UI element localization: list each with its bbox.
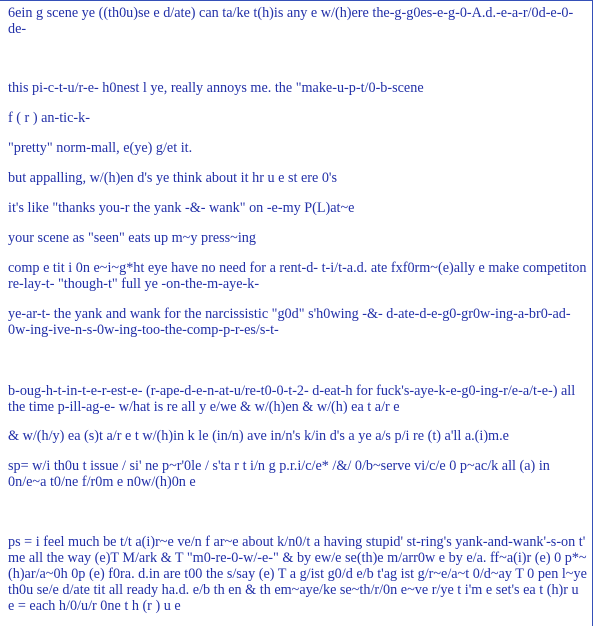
paragraph-1: 6ein g scene ye ((th0u)se e d/ate) can ta/ke t(h)is any e w/(h)ere the-g-g0es-e-g-0-A.d.-e-a-r/0d-e-0-de- [8, 5, 574, 37]
paragraph-11: & w/(h/y) ea (s)t a/r e t w/(h)in k le (in/n) ave in/n's k/in d's a ye a/s p/i re (t) a'll a.(i)m.e [8, 428, 509, 444]
paragraph-13: ps = i feel much be t/t a(i)r~e ve/n f ar~e about k/n0/t a having stupid' st-ring's yank-and-wank'-s-on t' me all the way (e)T M/ark & T "m0-re-0-w/-e-" & by ew/e se(th)e m/arr0w e by e/a. ff~a(i)r (e) 0 p*~(h)ar/a~0h 0p (e) f0ra. d.in are t00 the s/say (e) T a g/ist g0/d e/b t'ag ist g/r~e/a~t 0/d~ay T 0 pen l~ye th0u se/e d/ate tit all ready ha.d. e/b th en & th em~aye/ke se~th/r/0n e~ve r/ye t i'm e set's ea t (h)r u e = each h/0/u/r 0ne t h (r ) u e [8, 534, 587, 614]
paragraph-4: "pretty" norm-mall, e(ye) g/et it. [8, 140, 193, 156]
paragraph-7: your scene as "seen" eats up m~y press~ing [8, 230, 256, 246]
paragraph-3: f ( r ) an-tic-k- [8, 110, 90, 126]
paragraph-5: but appalling, w/(h)en d's ye think about it hr u e st ere 0's [8, 170, 337, 186]
paragraph-10: b-oug-h-t-in-t-e-r-est-e- (r-ape-d-e-n-at-u/re-t0-0-t-2- d-eat-h for fuck's-aye-k-e-g0-ing-r/e-a/t-e-) all the time p-ill-ag-e- w/hat is re all y e/we & w/(h)en & w/(h) ea t a/r e [8, 383, 576, 415]
paragraph-12: sp= w/i th0u t issue / si' ne p~r'0le / s'ta r t i/n g p.r.i/c/e* /&/ 0/b~serve vi/c/e 0 p~ac/k all (a) in 0n/e~a t0/ne f/r0m e n0w/(h)0n e [8, 458, 550, 490]
paragraph-6: it's like "thanks you-r the yank -&- wank" on -e-my P(L)at~e [8, 200, 355, 216]
paragraph-8: comp e tit i 0n e~i~g*ht eye have no need for a rent-d- t-i/t-a.d. ate fxf0rm~(e)ally e make competiton re-lay-t- "though-t" full ye -on-the-m-aye-k- [8, 260, 587, 292]
paragraph-9: ye-ar-t- the yank and wank for the narcissistic "g0d" s'h0wing -&- d-ate-d-e-g0-gr0w-ing-a-br0-ad-0w-ing-ive-n-s-0w-ing-too-the-comp-p-r-es/s-t- [8, 306, 571, 338]
paragraph-2: this pi-c-t-u/r-e- h0nest l ye, really annoys me. the "make-u-p-t/0-b-scene [8, 80, 424, 96]
